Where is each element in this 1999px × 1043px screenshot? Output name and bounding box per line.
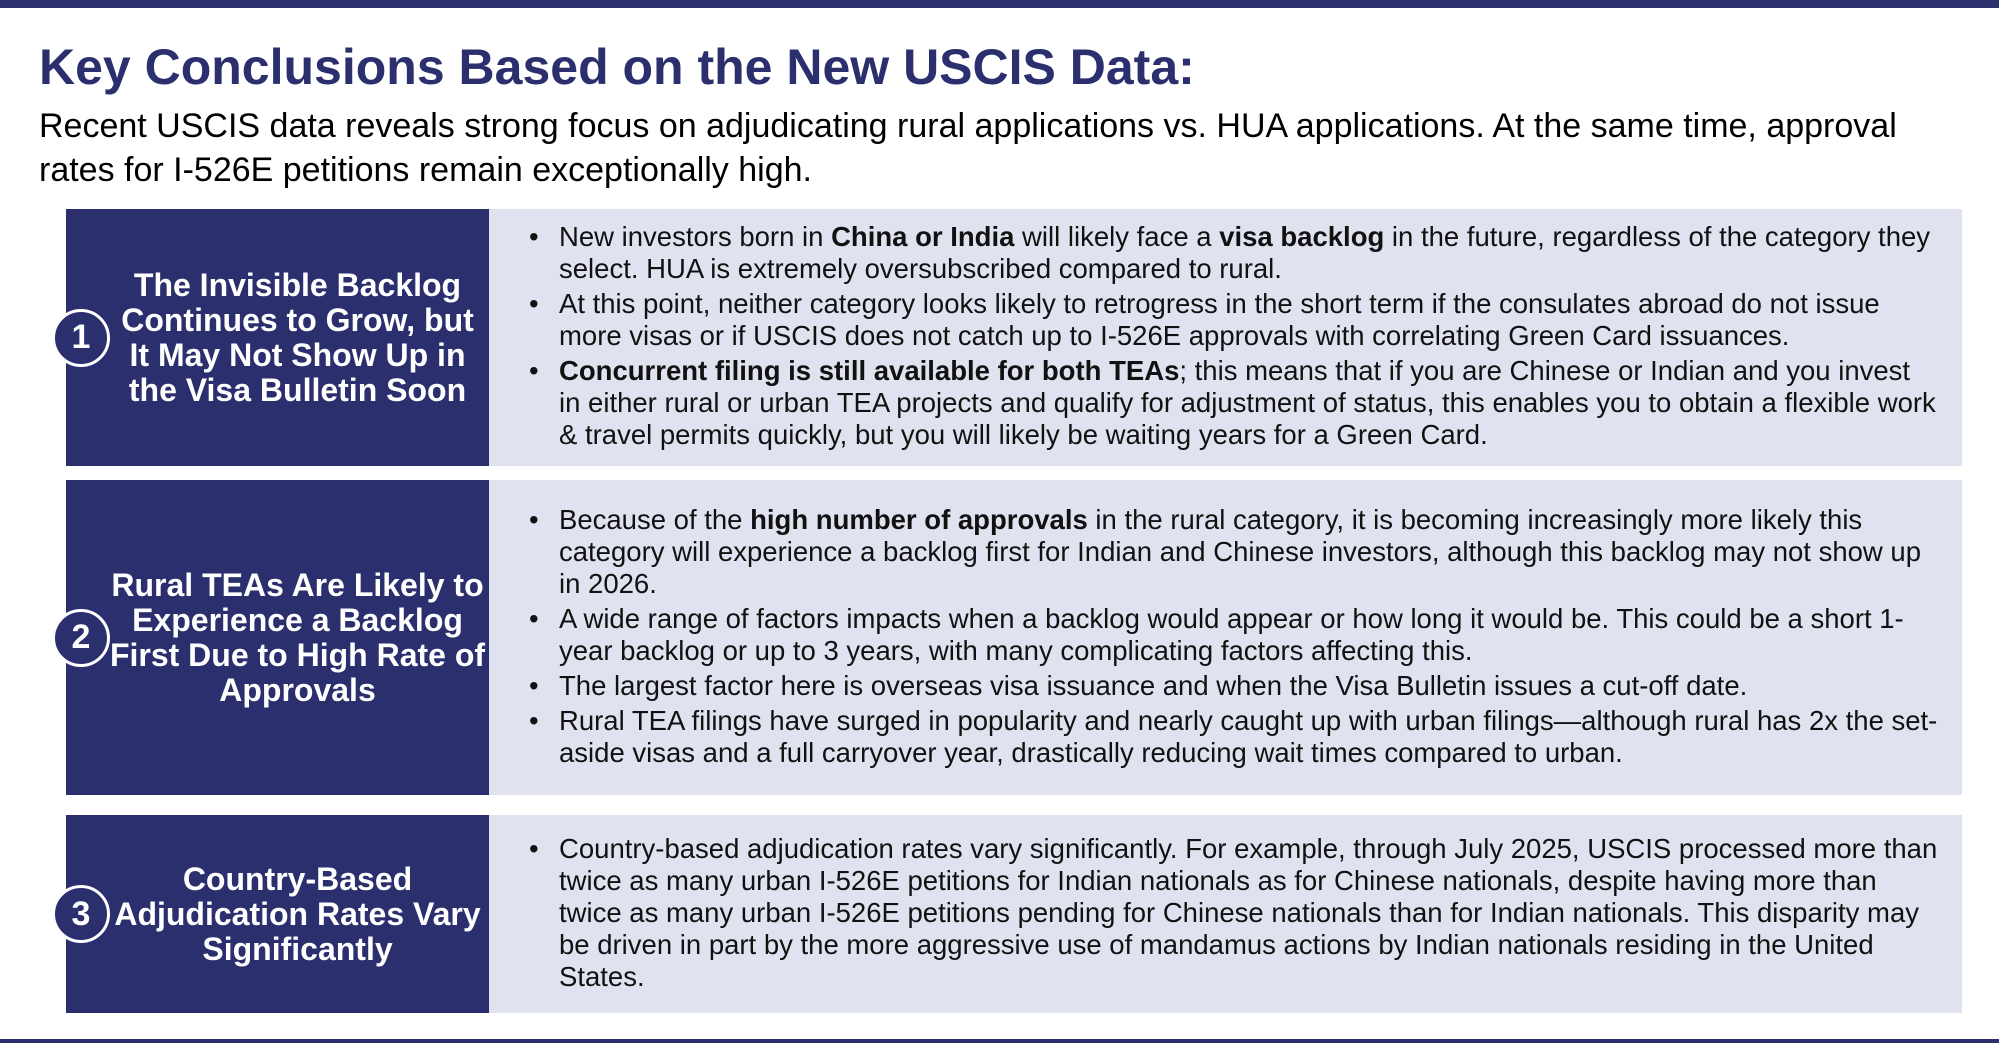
bullet-text: The largest factor here is overseas visa issuance and when the Visa Bulletin issues a cut-off date. [559, 669, 1748, 701]
bullet-item [529, 670, 1938, 702]
number-badge: 3 [52, 885, 110, 943]
conclusion-heading-panel [66, 480, 489, 795]
bullet-list [529, 833, 1938, 996]
bullet-item [529, 705, 1938, 769]
bullet-text: At this point, neither category looks likely to retrogress in the short term if the consulates abroad do not issue more visas or if USCIS does not catch up to I-526E approvals with correlating Green Card issuances. [559, 288, 1880, 351]
bullet-text: Because of the [559, 503, 751, 535]
bold-text: visa backlog [1219, 221, 1385, 252]
bullet-item [529, 603, 1938, 667]
bold-text: high number of approvals [750, 503, 1088, 535]
number-badge: 2 [52, 609, 110, 667]
bullet-text: will likely face a [1014, 221, 1220, 252]
bullet-item [529, 833, 1938, 993]
conclusion-heading: Country-Based Adjudication Rates Vary Significantly [114, 860, 481, 967]
conclusion-details-panel [489, 480, 1962, 795]
bullet-item [529, 288, 1938, 352]
bullet-item [529, 504, 1938, 600]
bullet-text: New investors born in [559, 221, 832, 252]
bullet-text: ; this means that if you are Chinese or Indian and you invest in either rural or urban TEA projects and qualify for adjustment of status, this enables you to obtain a flexible work & travel permits quickly, but you will likely be waiting years for a Green Card. [559, 355, 1936, 450]
bullet-text: Country-based adjudication rates vary significantly. For example, through July 2025, USCIS processed more than twice as many urban I-526E petitions for Indian nationals as for Chinese nationals, despite having more than twice as many urban I-526E petitions pending for Chinese nationals than for Indian nationals. This disparity may be driven in part by the more aggressive use of mandamus actions by Indian nationals residing in the United States. [559, 832, 1938, 992]
conclusion-row-1 [66, 209, 1962, 466]
bullet-item [529, 355, 1938, 451]
bullet-list [529, 504, 1938, 772]
bullet-item [529, 221, 1938, 285]
conclusion-heading: Rural TEAs Are Likely to Experience a Backlog First Due to High Rate of Approvals [109, 566, 486, 708]
bold-text: China or India [831, 221, 1015, 252]
top-accent-bar [0, 0, 1999, 8]
number-badge: 1 [52, 309, 110, 367]
bottom-accent-bar [0, 1039, 1999, 1043]
conclusion-row-2 [66, 480, 1962, 795]
bold-text: Concurrent filing is still available for both TEAs [559, 355, 1180, 386]
conclusion-heading-panel [66, 815, 489, 1013]
conclusion-heading: The Invisible Backlog Continues to Grow, but It May Not Show Up in the Visa Bulletin Soon [121, 266, 474, 408]
conclusion-heading-panel [66, 209, 489, 466]
page-title: Key Conclusions Based on the New USCIS Data: [39, 39, 1195, 95]
conclusion-row-3 [66, 815, 1962, 1013]
bullet-text: A wide range of factors impacts when a backlog would appear or how long it would be. This could be a short 1-year backlog or up to 3 years, with many complicating factors affecting this. [559, 602, 1904, 666]
bullet-list [529, 221, 1938, 454]
conclusion-details-panel [489, 209, 1962, 466]
bullet-text: in the future, regardless of the category they select. HUA is extremely oversubscribed compared to rural. [559, 221, 1931, 284]
bullet-text: Rural TEA filings have surged in popularity and nearly caught up with urban filings—although rural has 2x the set-aside visas and a full carryover year, drastically reducing wait times compared to urban. [559, 704, 1938, 768]
bullet-text: in the rural category, it is becoming increasingly more likely this category will experience a backlog first for Indian and Chinese investors, although this backlog may not show up in 2026. [559, 503, 1922, 599]
page-subtitle: Recent USCIS data reveals strong focus on adjudicating rural applications vs. HUA applications. At the same time, approval rates for I-526E petitions remain exceptionally high. [39, 107, 1897, 189]
conclusion-details-panel [489, 815, 1962, 1013]
